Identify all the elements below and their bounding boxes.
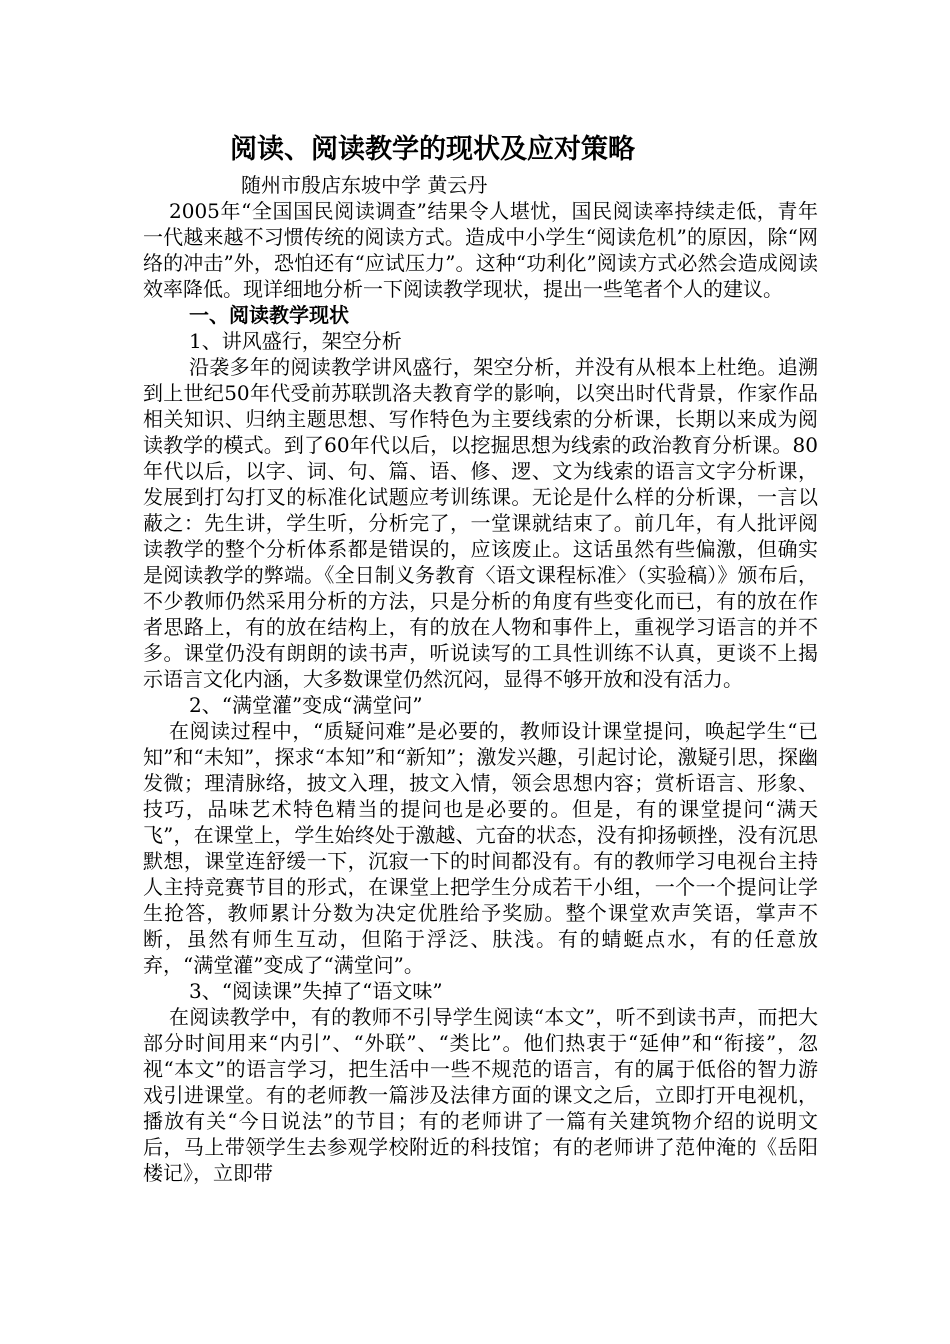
subsection-body-3: 在阅读教学中，有的教师不引导学生阅读“本文”，听不到读书声，而把大部分时间用来“内引”、“外联”、“类比”。他们热衷于“延伸”和“衔接”，忽视“本文”的语言学习，把生活中一些不规范的语言，有的属于低俗的智力游戏引进课堂。有的老师教一篇涉及法律方面的课文之后，立即打开电视机，播放有关“今日说法”的节目；有的老师讲了一篇有关建筑物介绍的说明文后，马上带领学生去参观学校附近的科技馆；有的老师讲了范仲淹的《岳阳楼记》，立即带: [143, 1005, 818, 1185]
subsection-heading-3: 3、“阅读课”失掉了“语文味”: [189, 979, 443, 1003]
subsection-heading-2: 2、“满堂灌”变成“满堂问”: [189, 693, 423, 717]
intro-paragraph: 2005年“全国国民阅读调查”结果令人堪忧，国民阅读率持续走低，青年一代越来越不习惯传统的阅读方式。造成中小学生“阅读危机”的原因，除“网络的冲击”外，恐怕还有“应试压力”。这种“功利化”阅读方式必然会造成阅读效率降低。现详细地分析一下阅读教学现状，提出一些笔者个人的建议。: [143, 199, 818, 301]
subsection-body-2: 在阅读过程中，“质疑问难”是必要的，教师设计课堂提问，唤起学生“已知”和“未知”，探求“本知”和“新知”；激发兴趣，引起讨论，激疑引思，探幽发微；理清脉络，披文入理，披文入情，领会思想内容；赏析语言、形象、技巧，品味艺术特色精当的提问也是必要的。但是，有的课堂提问“满天飞”，在课堂上，学生始终处于激越、亢奋的状态，没有抑扬顿挫，没有沉思默想，课堂连舒缓一下，沉寂一下的时间都没有。有的教师学习电视台主持人主持竞赛节目的形式，在课堂上把学生分成若干小组，一个一个提问让学生抢答，教师累计分数为决定优胜给予奖励。整个课堂欢声笑语，掌声不断，虽然有师生互动，但陷于浮泛、肤浅。有的蜻蜓点水，有的任意放弃，“满堂灌”变成了“满堂问”。: [143, 719, 818, 977]
section-heading-1: 一、阅读教学现状: [189, 303, 349, 327]
author-line: 随州市殷店东坡中学 黄云丹: [241, 173, 488, 197]
subsection-heading-1: 1、讲风盛行，架空分析: [189, 329, 402, 353]
subsection-body-1: 沿袭多年的阅读教学讲风盛行，架空分析，并没有从根本上杜绝。追溯到上世纪50年代受前苏联凯洛夫教育学的影响，以突出时代背景，作家作品相关知识、归纳主题思想、写作特色为主要线索的分析课，长期以来成为阅读教学的模式。到了60年代以后，以挖掘思想为线索的政治教育分析课。80年代以后，以字、词、句、篇、语、修、逻、文为线索的语言文字分析课，发展到打勾打叉的标准化试题应考训练课。无论是什么样的分析课，一言以蔽之：先生讲，学生听，分析完了，一堂课就结束了。前几年，有人批评阅读教学的整个分析体系都是错误的，应该废止。这话虽然有些偏激，但确实是阅读教学的弊端。《全日制义务教育〈语文课程标准〉（实验稿）》颁布后，不少教师仍然采用分析的方法，只是分析的角度有些变化而已，有的放在作者思路上，有的放在结构上，有的放在人物和事件上，重视学习语言的并不多。课堂仍没有朗朗的读书声，听说读写的工具性训练不认真，更谈不上揭示语言文化内涵，大多数课堂仍然沉闷，显得不够开放和没有活力。: [143, 355, 818, 691]
document-body: [143, 128, 818, 1186]
document-title: 阅读、阅读教学的现状及应对策略: [230, 134, 635, 165]
